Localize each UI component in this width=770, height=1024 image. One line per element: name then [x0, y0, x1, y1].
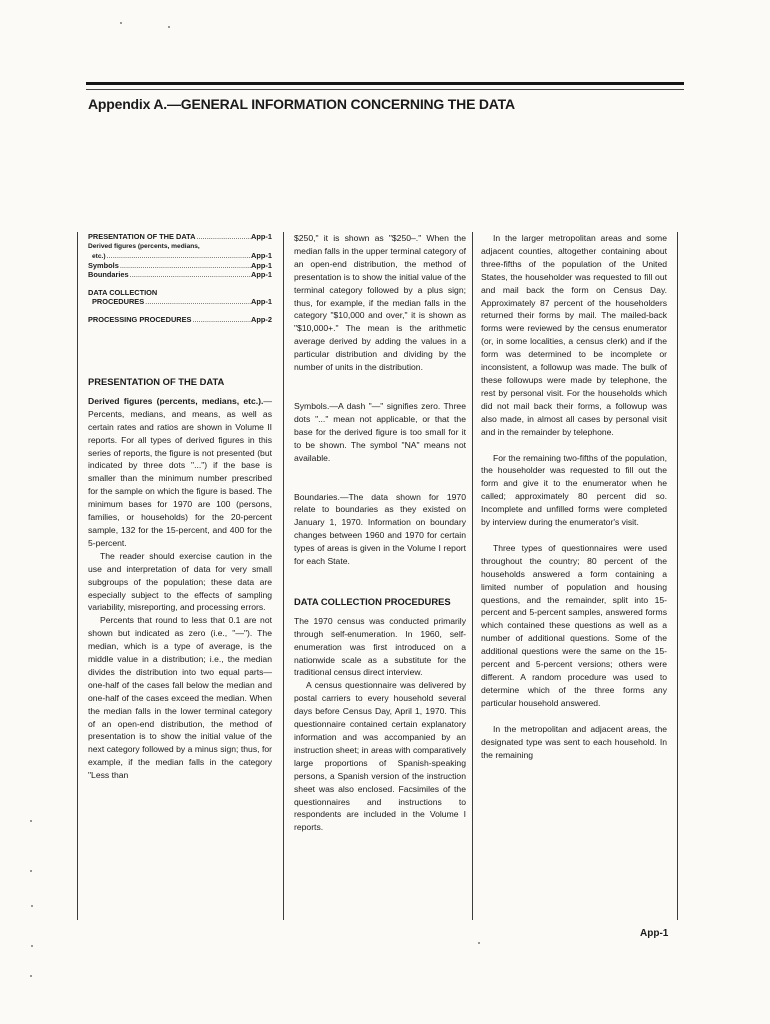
- toc-entry: etc.) ..... App-1: [88, 251, 272, 261]
- column-rule: [677, 232, 678, 920]
- toc-entry: PRESENTATION OF THE DATA ..... App-1: [88, 232, 272, 241]
- paragraph: $250," it is shown as "$250–." When the median falls in the upper terminal category of an open-end distribution, the method of presentation is to show the initial value of the terminal category followed by a plus sign; thus, for example, if the median falls in the category "$10,000 and over," it is shown as "$10,000+." The mean is the arithmetic average derived by adding the values in a particular distribution and dividing by the number of units in the distribution.: [294, 233, 466, 373]
- paragraph: The reader should exercise caution in the use and interpretation of data for very small subgroups of the population; these data are especially subject to the effects of sampling variability, misreporting, and processing errors.: [88, 550, 272, 613]
- column-3: [481, 232, 667, 761]
- paragraph: Symbols.—A dash "—" signifies zero. Three dots "..." mean not applicable, or that the base for the derived figure is too small for it to be shown. The symbol "NA" means not available.: [294, 400, 466, 463]
- section-heading: PRESENTATION OF THE DATA: [88, 376, 225, 387]
- top-rule-thick: [86, 82, 684, 85]
- table-of-contents: [88, 232, 272, 324]
- paragraph: In the metropolitan and adjacent areas, the designated type was sent to each household. In the remaining: [481, 723, 667, 760]
- paragraph: The 1970 census was conducted primarily through self-enumeration. In 1960, self-enumeration was first introduced on a nationwide scale as a substitute for the traditional census direct interview.: [294, 615, 466, 678]
- paragraph: Percents that round to less that 0.1 are not shown but indicated as zero (i.e., "—"). The median, which is a type of average, is the middle value in a distribution; i.e., the median divides the distribution into two equal parts—one-half of the cases fall below the median and one-half of the cases exceed the median. When the median falls in the lower terminal category of an open-end distribution, the method of presentation is to show the initial value of the next category followed by a minus sign; thus, for example, if the median falls in the category "Less than: [88, 615, 272, 781]
- scan-speck: [478, 942, 480, 944]
- scan-speck: [120, 22, 122, 24]
- page-number: App-1: [640, 928, 669, 939]
- toc-entry-sub: Derived figures (percents, medians,: [88, 243, 200, 250]
- column-rule: [472, 232, 473, 920]
- paragraph: Derived figures (percents, medians, etc.).—Percents, medians, and means, as well as certain rates and ratios are shown in Volume II reports. For all types of derived figures in this series of reports, the figure is not presented (but indicated by three dots "...") if the base is smaller than the minimum number prescribed for the sample on which the figure is based. The minimum bases for 1970 are 100 (persons, families, or households) for the 20-percent sample, 132 for the 15-percent, and 400 for the 5-percent.: [88, 395, 272, 548]
- column-1: [88, 232, 272, 782]
- page-title: Appendix A.—GENERAL INFORMATION CONCERNING THE DATA: [88, 96, 515, 112]
- top-rule-thin: [86, 89, 684, 90]
- toc-entry: PROCESSING PROCEDURES ..... App-2: [88, 315, 272, 324]
- scan-speck: [31, 945, 33, 947]
- toc-entry: Symbols ..... App-1: [88, 261, 272, 270]
- section-heading: DATA COLLECTION PROCEDURES: [294, 595, 451, 607]
- scan-speck: [30, 975, 32, 977]
- paragraph: Three types of questionnaires were used throughout the country; 80 percent of the households answered a form containing a limited number of population and housing questions, and the remainder, split into 15-percent and 5-percent samples, answered forms which contained these questions as well as a number of additional questions. Some of the additional questions were the same on the 15-percent and 5-percent versions; others were different. A random procedure was used to determine which of the three forms any particular household answered.: [481, 542, 667, 708]
- toc-entry: DATA COLLECTION: [88, 288, 158, 297]
- paragraph: A census questionnaire was delivered by postal carriers to every household several days before Census Day, April 1, 1970. This questionnaire contained certain explanatory information and was accompanied by an instruction sheet; in areas with comparatively large proportions of Spanish-speaking persons, a Spanish version of the instruction sheet was also enclosed. Facsimiles of the questionnaires and instructions to respondents are included in the Volume I reports.: [294, 680, 466, 833]
- paragraph: Boundaries.—The data shown for 1970 relate to boundaries as they existed on January 1, 1970. Information on boundary changes between 1960 and 1970 for certain types of areas is given in the Volume I report for each State.: [294, 491, 466, 567]
- toc-entry: PROCEDURES ..... App-1: [88, 297, 272, 306]
- column-rule: [283, 232, 284, 920]
- scan-speck: [30, 820, 32, 822]
- paragraph: For the remaining two-fifths of the population, the householder was requested to fill out the form and give it to the enumerator when he called; approximately 80 percent did so. Incomplete and unfilled forms were completed by interview during the enumerator's visit.: [481, 452, 667, 528]
- scan-speck: [30, 870, 32, 872]
- toc-entry: Boundaries ..... App-1: [88, 270, 272, 279]
- column-rule: [77, 232, 78, 920]
- scan-speck: [168, 26, 170, 28]
- column-2: [294, 232, 466, 834]
- paragraph: In the larger metropolitan areas and some adjacent counties, altogether containing about three-fifths of the population of the United States, the householder was requested to fill out and mail back the form on Census Day. Approximately 87 percent of the householders returned their forms by mail. The mailed-back forms were reviewed by the census enumerator (or, in some localities, a census clerk) and if the form was determined to be incomplete or inconsistent, a followup was made. The bulk of these followups were made by telephone, the rest by personal visit. For the households which did not mail back their forms, a followup was also made, in almost all cases by personal visit and in the remainder by telephone.: [481, 233, 667, 437]
- scan-speck: [31, 905, 33, 907]
